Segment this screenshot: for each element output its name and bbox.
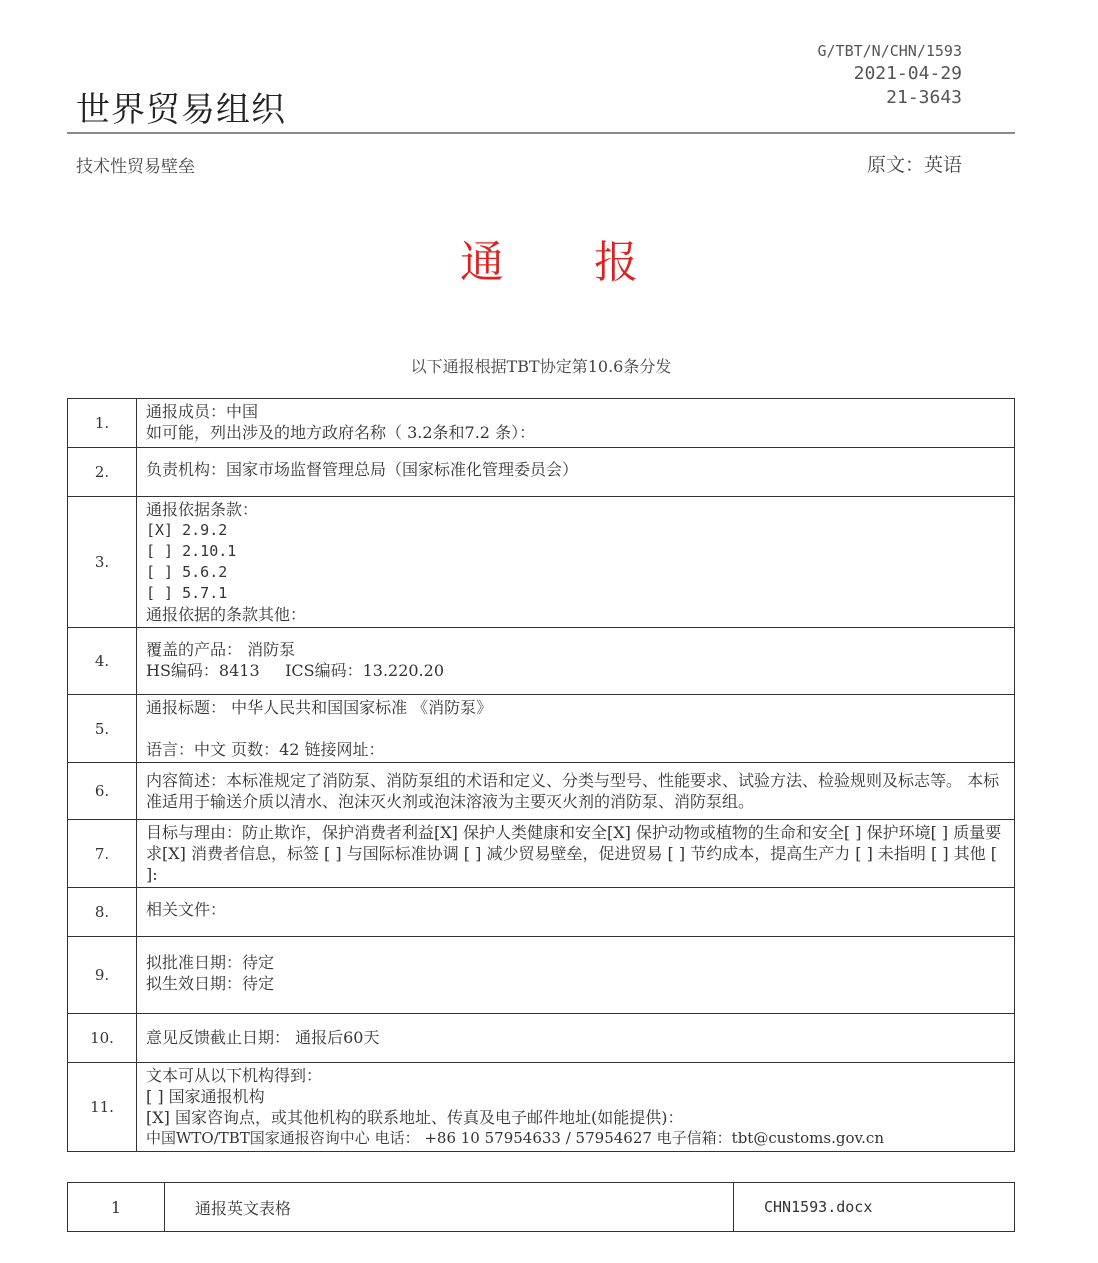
row-number: 4. (68, 628, 137, 695)
document-symbol: G/TBT/N/CHN/1593 (817, 42, 962, 60)
table-row (68, 497, 1015, 628)
row-number: 1. (68, 399, 137, 448)
row-line: 内容简述：本标准规定了消防泵、消防泵组的术语和定义、分类与型号、性能要求、试验方法、检验规则及标志等。 本标准适用于输送介质以清水、泡沫灭火剂或泡沫溶液为主要灭火剂的消防泵、消防泵组。 (146, 771, 1000, 811)
row-line: 中国WTO/TBT国家通报咨询中心 电话： +86 10 57954633 / 57954627 电子信箱：tbt@customs.gov.cn (146, 1129, 884, 1147)
row-content-description (137, 763, 1015, 820)
row-line: 语言：中文 页数：42 链接网址： (146, 740, 385, 759)
distribution-note: 以下通报根据TBT协定第10.6条分发 (410, 357, 672, 376)
row-content-dates (137, 937, 1015, 1014)
row-line: [ ] 5.6.2 (146, 563, 228, 581)
title-char-2: 报 (594, 237, 638, 288)
table-row (68, 448, 1015, 497)
row-number: 5. (68, 695, 137, 763)
row-line: 通报成员：中国 (146, 402, 259, 421)
row-line: [X] 2.9.2 (146, 521, 228, 539)
row-line: [X] 国家咨询点，或其他机构的联系地址、传真及电子邮件地址(如能提供)： (146, 1108, 684, 1127)
row-line: 如可能，列出涉及的地方政府名称（ 3.2条和7.2 条）： (146, 423, 536, 442)
document-number: 21-3643 (886, 87, 962, 108)
row-content-availability (137, 1063, 1015, 1152)
row-content-articles (137, 497, 1015, 628)
row-content-products (137, 628, 1015, 695)
table-row (68, 628, 1015, 695)
row-line: 相关文件： (146, 900, 227, 919)
table-row (68, 763, 1015, 820)
row-line: 意见反馈截止日期： 通报后60天 (146, 1028, 380, 1047)
row-line (146, 718, 1008, 739)
row-content-agency (137, 448, 1015, 497)
table-row (68, 1183, 1015, 1232)
row-number: 8. (68, 888, 137, 937)
table-row (68, 937, 1015, 1014)
table-row (68, 1014, 1015, 1063)
attachment-number: 1 (68, 1183, 165, 1232)
row-line: [ ] 国家通报机构 (146, 1087, 265, 1106)
document-reference (818, 40, 963, 110)
row-number: 3. (68, 497, 137, 628)
attachment-file-link[interactable]: CHN1593.docx (734, 1183, 1015, 1232)
row-number: 10. (68, 1014, 137, 1063)
row-number: 2. (68, 448, 137, 497)
row-line: 文本可从以下机构得到： (146, 1066, 323, 1085)
row-line: 通报依据条款： (146, 500, 259, 519)
attachment-label: 通报英文表格 (165, 1183, 734, 1232)
table-row (68, 695, 1015, 763)
row-line: 拟批准日期：待定 (146, 953, 275, 972)
row-line: 覆盖的产品： 消防泵 (146, 640, 296, 659)
row-line: 目标与理由：防止欺诈，保护消费者利益[X] 保护人类健康和安全[X] 保护动物或植物的生命和安全[ ] 保护环境[ ] 质量要求[X] 消费者信息，标签 [ ] 与国际标准协调 [ ] 减少贸易壁垒，促进贸易 [ ] 节约成本，提高生产力 [ ] 未指明 [ ] 其他 [ ]: (146, 823, 1002, 884)
notification-table (67, 398, 1015, 1152)
row-line: 负责机构：国家市场监督管理总局（国家标准化管理委员会） (146, 460, 579, 479)
row-line: 通报标题： 中华人民共和国国家标准 《消防泵》 (146, 698, 493, 717)
row-number: 9. (68, 937, 137, 1014)
title-char-1: 通 (460, 237, 504, 288)
attachment-table (67, 1182, 1015, 1232)
table-row (68, 399, 1015, 448)
table-row (68, 888, 1015, 937)
original-language: 原文：英语 (866, 154, 962, 176)
row-content-documents (137, 888, 1015, 937)
document-date: 2021-04-29 (853, 63, 962, 84)
header-divider (67, 132, 1015, 134)
row-line: 通报依据的条款其他： (146, 605, 307, 624)
row-line: [ ] 5.7.1 (146, 584, 228, 602)
row-line: [ ] 2.10.1 (146, 542, 237, 560)
table-row (68, 1063, 1015, 1152)
notification-title (0, 226, 1098, 290)
committee-name: 技术性贸易壁垒 (76, 157, 195, 177)
row-line: HS编码：8413 ICS编码：13.220.20 (146, 661, 445, 680)
row-content-title (137, 695, 1015, 763)
organization-name: 世界贸易组织 (76, 90, 286, 130)
table-row (68, 820, 1015, 888)
row-line: 拟生效日期：待定 (146, 974, 275, 993)
row-number: 7. (68, 820, 137, 888)
row-number: 11. (68, 1063, 137, 1152)
row-content-member (137, 399, 1015, 448)
row-content-deadline (137, 1014, 1015, 1063)
row-number: 6. (68, 763, 137, 820)
row-content-objective (137, 820, 1015, 888)
